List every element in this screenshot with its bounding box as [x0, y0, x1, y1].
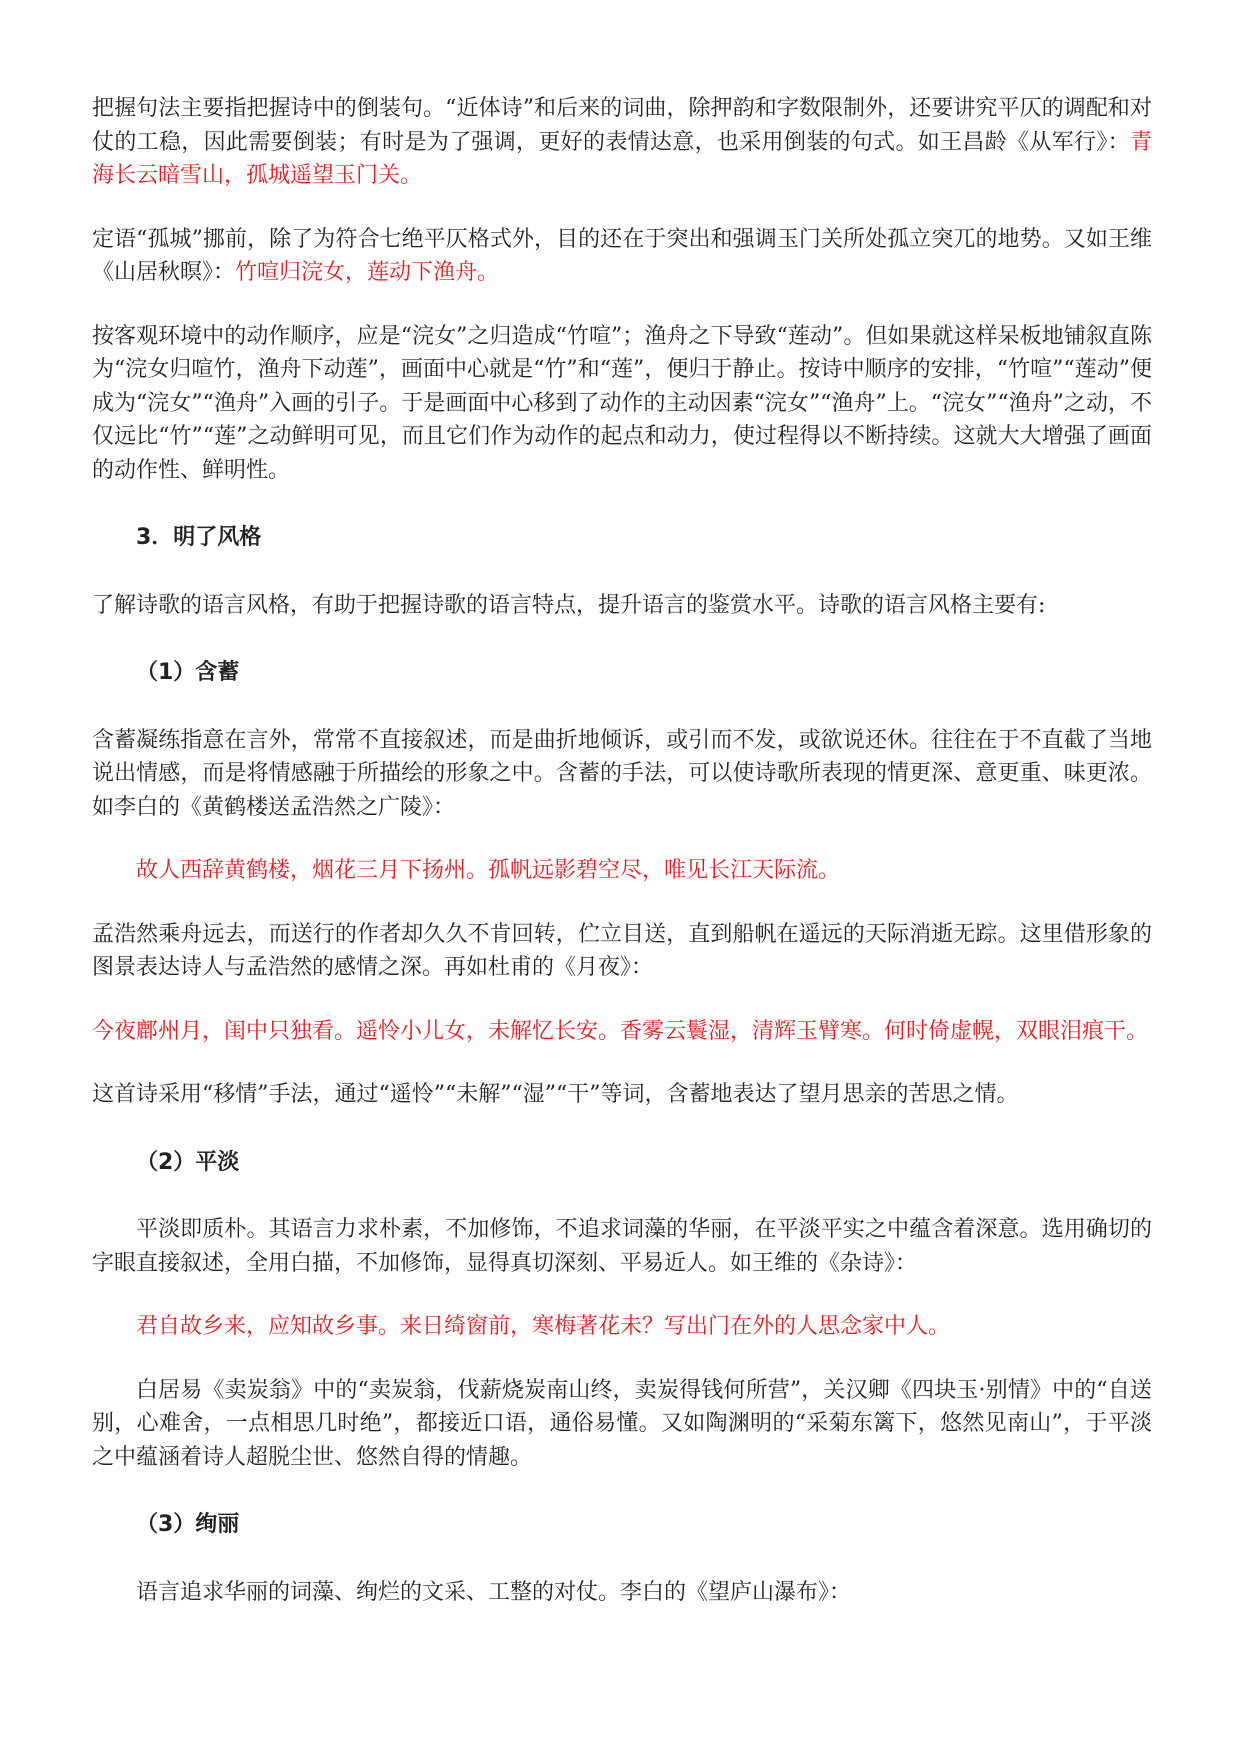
paragraph-hanxu: 含蓄凝练指意在言外，常常不直接叙述，而是曲折地倾诉，或引而不发，或欲说还休。往往在于不直截了当地说出情感，而是将情感融于所描绘的形象之中。含蓄的手法，可以使诗歌所表现的情更深、意更重、味更浓。如李白的《黄鹤楼送孟浩然之广陵》：	[92, 727, 1152, 820]
paragraph-action-order: 按客观环境中的动作顺序，应是“浣女”之归造成“竹喧”；渔舟之下导致“莲动”。但如果就这样呆板地铺叙直陈为“浣女归喧竹，渔舟下动莲”，画面中心就是“竹”和“莲”，便归于静止。按诗中顺序的安排，“竹喧”“莲动”便成为“浣女”“渔舟”入画的引子。于是画面中心移到了动作的主动因素“浣女”“渔舟”上。“浣女”“渔舟”之动，不仅远比“竹”“莲”之动鲜明可见，而且它们作为动作的起点和动力，使过程得以不断持续。这就大大增强了画面的动作性、鲜明性。	[92, 323, 1152, 483]
paragraph-dingyu	[92, 223, 1152, 290]
paragraph-baijuyi: 白居易《卖炭翁》中的“卖炭翁，伐薪烧炭南山终，卖炭得钱何所营”，关汉卿《四块玉·别情》中的“自送别，心难舍，一点相思几时绝”，都接近口语，通俗易懂。又如陶渊明的“采菊东篱下，悠然见南山”，于平淡之中蕴涵着诗人超脱尘世、悠然自得的情趣。	[92, 1377, 1152, 1470]
paragraph-text: 定语“孤城”挪前，除了为符合七绝平仄格式外，目的还在于突出和强调玉门关所处孤立突兀的地势。又如王维《山居秋暝》：	[92, 226, 1152, 285]
section-heading-style: 3．明了风格	[136, 525, 262, 550]
paragraph-text: 把握句法主要指把握诗中的倒装句。“近体诗”和后来的词曲，除押韵和字数限制外，还要讲究平仄的调配和对仗的工稳，因此需要倒装；有时是为了强调，更好的表情达意，也采用倒装的句式。如王昌龄《从军行》：	[92, 96, 1152, 155]
paragraph-pingdan: 平淡即质朴。其语言力求朴素，不加修饰，不追求词藻的华丽，在平淡平实之中蕴含着深意。选用确切的字眼直接叙述，全用白描，不加修饰，显得真切深刻、平易近人。如王维的《杂诗》：	[92, 1217, 1152, 1276]
poem-quote: 青海长云暗雪山，孤城遥望玉门关。	[92, 129, 1152, 188]
subheading-hanxu: （1）含蓄	[136, 660, 240, 685]
poem-zashi: 君自故乡来，应知故乡事。来日绮窗前，寒梅著花未？写出门在外的人思念家中人。	[136, 1314, 951, 1339]
paragraph-style-intro: 了解诗歌的语言风格，有助于把握诗歌的语言特点，提升语言的鉴赏水平。诗歌的语言风格主要有:	[92, 592, 1046, 618]
poem-quote: 竹喧归浣女，莲动下渔舟。	[235, 260, 500, 285]
paragraph-yiqing: 这首诗采用“移情”手法，通过“遥怜”“未解”“湿”“干”等词，含蓄地表达了望月思亲的苦思之情。	[92, 1082, 1019, 1107]
subheading-xuanli: （3）绚丽	[136, 1512, 240, 1537]
paragraph-menghaoran: 孟浩然乘舟远去，而送行的作者却久久不肯回转，伫立目送，直到船帆在遥远的天际消逝无踪。这里借形象的图景表达诗人与孟浩然的感情之深。再如杜甫的《月夜》：	[92, 921, 1152, 980]
poem-huanghelou: 故人西辞黄鹤楼，烟花三月下扬州。孤帆远影碧空尽，唯见长江天际流。	[136, 858, 841, 883]
paragraph-xuanli: 语言追求华丽的词藻、绚烂的文采、工整的对仗。李白的《望庐山瀑布》：	[136, 1579, 852, 1605]
poem-yueye: 今夜鄜州月，闺中只独看。遥怜小儿女，未解忆长安。香雾云鬟湿，清辉玉臂寒。何时倚虚幌，双眼泪痕干。	[92, 1018, 1149, 1044]
subheading-pingdan: （2）平淡	[136, 1149, 240, 1175]
document-page	[92, 92, 1152, 1609]
paragraph-syntax-intro	[92, 92, 1152, 193]
